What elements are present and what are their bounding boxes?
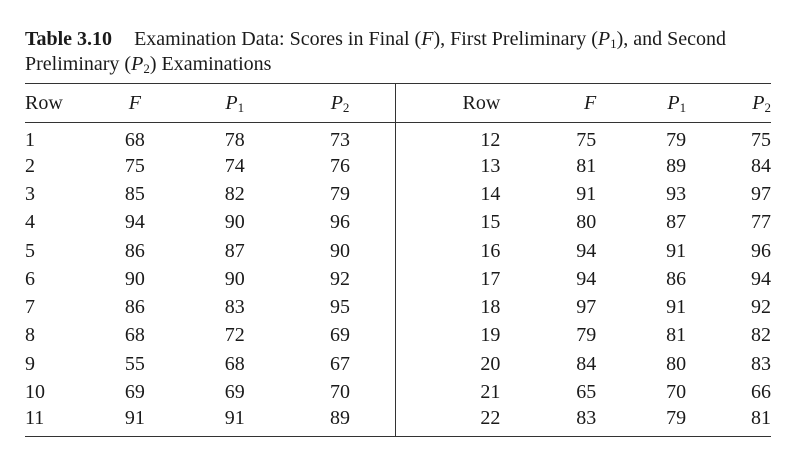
cell-left-p2: 95: [285, 293, 396, 321]
cell-right-p1: 89: [666, 154, 687, 177]
cell-left-row: 6: [25, 267, 35, 290]
cell-right-f: 83: [500, 407, 596, 437]
cell-left-p1: 69: [224, 381, 245, 404]
cell-right-p2: 77: [751, 211, 771, 234]
caption-text: Examination Data: Scores in Final (F), First Preliminary $(P_1)$, and Second Preliminary $(P_2)$ Examinations: [25, 28, 727, 76]
cell-left-f: 91: [85, 407, 185, 437]
cell-right-row: 13: [480, 154, 501, 177]
cell-left-p1: 82: [224, 182, 245, 205]
cell-right-p2: 97: [751, 182, 771, 205]
cell-left-p1: 83: [224, 296, 245, 319]
cell-right-p1: 70: [666, 381, 687, 404]
cell-left-p2: 73: [285, 123, 396, 153]
cell-right-p2: 94: [751, 267, 771, 290]
cell-left-row: 5: [25, 239, 35, 262]
cell-left-f: 75: [124, 154, 145, 177]
cell-left-row: 7: [25, 296, 35, 319]
cell-left-p1: 90: [224, 211, 245, 234]
cell-left-row: 3: [25, 182, 35, 205]
cell-right-p1: 86: [666, 267, 687, 290]
cell-left-p2: 90: [285, 237, 396, 265]
cell-left-f: 85: [124, 182, 145, 205]
cell-left-f: 86: [124, 239, 145, 262]
table-row: [25, 152, 771, 180]
exam-data-table: [25, 83, 771, 437]
cell-left-row: 10: [25, 381, 45, 404]
cell-left-f: 55: [124, 352, 145, 375]
cell-right-row: 15: [480, 211, 501, 234]
cell-right-p2: 83: [751, 352, 771, 375]
cell-right-f: 75: [576, 129, 597, 151]
cell-left-f: 69: [124, 381, 145, 404]
cell-left-row: 11: [25, 407, 85, 437]
cell-right-row: 17: [480, 267, 501, 290]
cell-right-row: 20: [480, 352, 501, 375]
cell-left-p2: 70: [285, 378, 396, 406]
cell-right-p2: 75: [751, 129, 771, 151]
cell-right-row: 21: [480, 381, 501, 404]
cell-left-p2: 67: [285, 350, 396, 378]
cell-right-p2: 84: [751, 154, 771, 177]
cell-right-f: 81: [576, 154, 597, 177]
cell-left-p1: 87: [224, 239, 245, 262]
cell-right-f: 94: [576, 267, 597, 290]
cell-left-f: 68: [124, 129, 145, 151]
table-row: [25, 293, 771, 321]
table-row: [25, 350, 771, 378]
cell-left-p1: 74: [224, 154, 245, 177]
cell-right-p1: 81: [666, 324, 687, 347]
cell-right-row: 19: [480, 324, 501, 347]
col-header-f-left: F: [85, 84, 185, 123]
table-body: [25, 123, 771, 437]
cell-left-row: 4: [25, 211, 35, 234]
col-header-p1-left: $P_1$: [185, 84, 285, 123]
table-row: [25, 378, 771, 406]
col-header-row-left: Row: [25, 84, 85, 123]
cell-left-p2: 92: [285, 265, 396, 293]
cell-left-p2: 69: [285, 322, 396, 350]
table-row: [25, 407, 771, 437]
cell-right-f: 94: [576, 239, 597, 262]
col-header-p1-right: $P_1$: [596, 84, 686, 123]
cell-left-row: 8: [25, 324, 35, 347]
cell-left-f: 68: [124, 324, 145, 347]
table-row: [25, 123, 771, 153]
cell-left-p1: 91: [185, 407, 285, 437]
cell-left-p2: 89: [285, 407, 396, 437]
table-row: [25, 237, 771, 265]
col-header-f-right: F: [500, 84, 596, 123]
cell-right-p1: 80: [666, 352, 687, 375]
cell-right-row: 22: [396, 407, 500, 437]
cell-right-f: 79: [576, 324, 597, 347]
cell-right-f: 65: [576, 381, 597, 404]
cell-right-p2: 92: [751, 296, 771, 319]
table-row: [25, 180, 771, 208]
cell-left-p1: 68: [224, 352, 245, 375]
cell-right-row: 16: [480, 239, 501, 262]
header-row: [25, 84, 771, 123]
cell-left-p1: 90: [224, 267, 245, 290]
cell-right-p2: 96: [751, 239, 771, 262]
cell-right-p1: 91: [666, 296, 687, 319]
cell-right-row: 14: [480, 182, 501, 205]
cell-right-f: 84: [576, 352, 597, 375]
col-header-p2-left: $P_2$: [285, 84, 396, 123]
cell-right-p1: 79: [666, 129, 687, 151]
table-caption: [25, 27, 775, 77]
cell-right-p1: 87: [666, 211, 687, 234]
cell-right-f: 80: [576, 211, 597, 234]
cell-right-p2: 82: [751, 324, 771, 347]
cell-left-p2: 96: [285, 209, 396, 237]
cell-left-p1: 78: [224, 129, 245, 151]
cell-right-p1: 93: [666, 182, 687, 205]
table-number: Table 3.10: [25, 28, 113, 50]
cell-left-f: 90: [124, 267, 145, 290]
cell-right-row: 18: [480, 296, 501, 319]
table-row: [25, 322, 771, 350]
cell-left-f: 94: [124, 211, 145, 234]
cell-right-f: 91: [576, 182, 597, 205]
cell-right-p2: 81: [686, 407, 771, 437]
col-header-row-right: Row: [396, 84, 500, 123]
cell-left-f: 86: [124, 296, 145, 319]
cell-right-f: 97: [576, 296, 597, 319]
cell-left-row: 1: [25, 129, 35, 151]
cell-right-p1: 79: [596, 407, 686, 437]
table-row: [25, 265, 771, 293]
cell-left-p2: 79: [285, 180, 396, 208]
cell-right-p2: 66: [751, 381, 771, 404]
cell-left-row: 9: [25, 352, 35, 375]
table-row: [25, 209, 771, 237]
cell-left-p1: 72: [224, 324, 245, 347]
col-header-p2-right: $P_2$: [686, 84, 771, 123]
cell-right-p1: 91: [666, 239, 687, 262]
cell-left-row: 2: [25, 154, 35, 177]
cell-left-p2: 76: [285, 152, 396, 180]
cell-right-row: 12: [480, 129, 501, 151]
